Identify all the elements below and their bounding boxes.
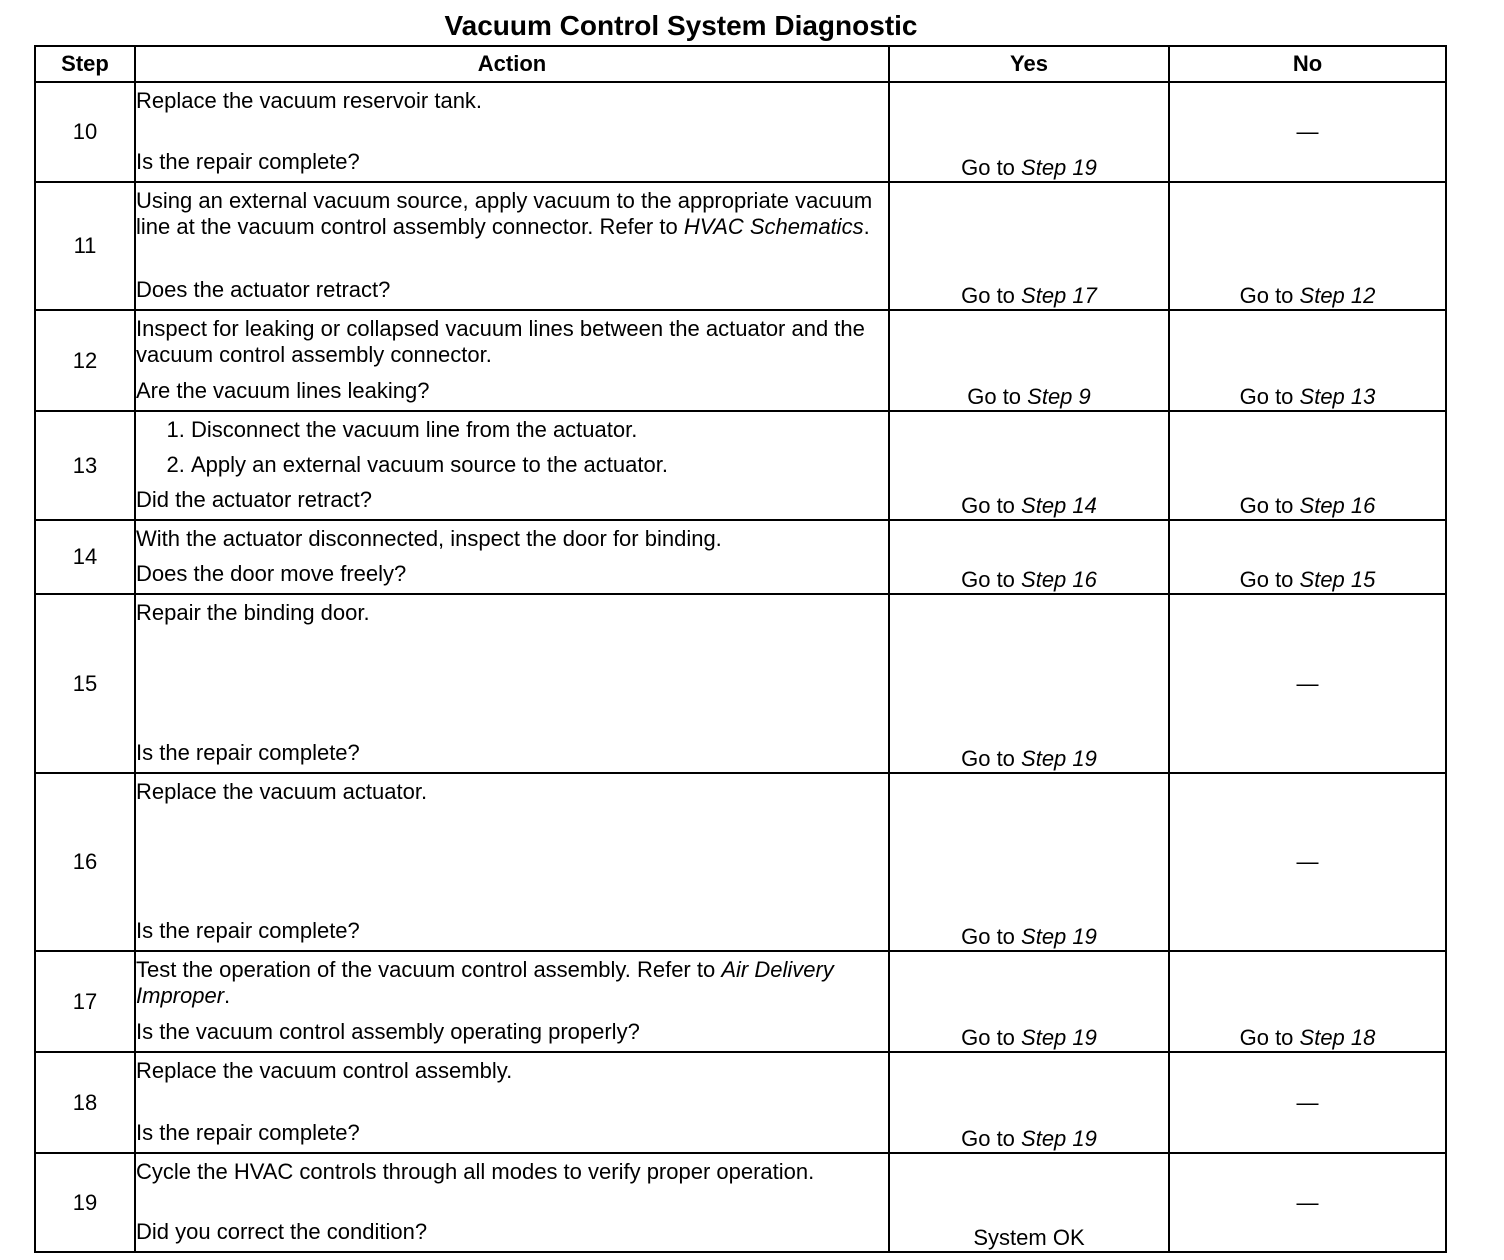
step-link: Step 17 xyxy=(1021,283,1097,308)
step-number: 14 xyxy=(35,520,135,594)
action-cell xyxy=(135,773,889,951)
question-text: Is the repair complete? xyxy=(136,1120,360,1145)
question-text: Does the actuator retract? xyxy=(136,277,391,302)
step-number: 13 xyxy=(35,411,135,520)
table-row xyxy=(35,1052,1446,1153)
no-result: — xyxy=(1169,773,1446,951)
step-number: 18 xyxy=(35,1052,135,1153)
question-text: Is the repair complete? xyxy=(136,149,360,174)
no-result: — xyxy=(1169,1153,1446,1252)
table-row xyxy=(35,1153,1446,1252)
step-link: Step 15 xyxy=(1299,567,1376,592)
reference-link: Air Delivery Improper xyxy=(136,957,834,1008)
no-result: Go to Step 15 xyxy=(1169,520,1446,594)
step-link: Step 16 xyxy=(1299,493,1376,518)
no-result: — xyxy=(1169,594,1446,773)
step-number: 19 xyxy=(35,1153,135,1252)
table-row xyxy=(35,773,1446,951)
table-row xyxy=(35,951,1446,1052)
action-cell xyxy=(135,594,889,773)
diagnostic-table xyxy=(34,45,1447,1253)
yes-result: Go to Step 19 xyxy=(889,773,1169,951)
action-text: Inspect for leaking or collapsed vacuum lines between the actuator and the vacuum control assembly connector. xyxy=(136,316,865,367)
no-result: — xyxy=(1169,1052,1446,1153)
table-row xyxy=(35,411,1446,520)
action-text: Replace the vacuum reservoir tank. xyxy=(136,88,483,113)
action-cell xyxy=(135,520,889,594)
step-link: Step 19 xyxy=(1021,155,1097,180)
reference-link: HVAC Schematics xyxy=(683,214,864,239)
list-item: 1. Disconnect the vacuum line from the actuator. xyxy=(191,412,888,447)
action-cell xyxy=(135,1153,889,1252)
step-link: Step 18 xyxy=(1299,1025,1376,1050)
yes-result: Go to Step 19 xyxy=(889,82,1169,182)
table-row xyxy=(35,82,1446,182)
yes-result: Go to Step 9 xyxy=(889,310,1169,411)
table-row xyxy=(35,520,1446,594)
action-text: Repair the binding door. xyxy=(136,600,370,625)
yes-result: Go to Step 19 xyxy=(889,951,1169,1052)
step-number: 16 xyxy=(35,773,135,951)
header-no: No xyxy=(1169,46,1446,82)
step-link: Step 13 xyxy=(1299,384,1376,409)
no-result: Go to Step 13 xyxy=(1169,310,1446,411)
step-link: Step 19 xyxy=(1021,746,1097,771)
step-number: 17 xyxy=(35,951,135,1052)
table-row xyxy=(35,310,1446,411)
yes-result: Go to Step 19 xyxy=(889,594,1169,773)
step-link: Step 19 xyxy=(1021,924,1097,949)
action-cell xyxy=(135,310,889,411)
yes-result: Go to Step 17 xyxy=(889,182,1169,310)
action-cell xyxy=(135,82,889,182)
question-text: Does the door move freely? xyxy=(136,561,407,586)
action-text: With the actuator disconnected, inspect the door for binding. xyxy=(136,526,722,551)
list-item: 2. Apply an external vacuum source to the actuator. xyxy=(191,447,888,482)
action-text: Replace the vacuum actuator. xyxy=(136,779,428,804)
header-step: Step xyxy=(35,46,135,82)
no-result: Go to Step 18 xyxy=(1169,951,1446,1052)
step-link: Step 19 xyxy=(1021,1126,1097,1151)
yes-result: Go to Step 19 xyxy=(889,1052,1169,1153)
action-cell xyxy=(135,1052,889,1153)
table-header-row xyxy=(35,46,1446,82)
step-link: Step 9 xyxy=(1027,384,1091,409)
question-text: Did the actuator retract? xyxy=(136,487,373,512)
action-cell xyxy=(135,182,889,310)
no-result: Go to Step 16 xyxy=(1169,411,1446,520)
question-text: Did you correct the condition? xyxy=(136,1219,428,1244)
no-result: — xyxy=(1169,82,1446,182)
table-row xyxy=(35,182,1446,310)
question-text: Is the repair complete? xyxy=(136,918,360,943)
no-result: Go to Step 12 xyxy=(1169,182,1446,310)
action-text: Replace the vacuum control assembly. xyxy=(136,1058,513,1083)
step-link: Step 12 xyxy=(1299,283,1376,308)
action-text: Test the operation of the vacuum control assembly. Refer to Air Delivery Improper. xyxy=(136,957,834,1008)
yes-result: Go to Step 14 xyxy=(889,411,1169,520)
question-text: Is the repair complete? xyxy=(136,740,360,765)
action-text: Cycle the HVAC controls through all modes to verify proper operation. xyxy=(136,1159,815,1184)
step-number: 12 xyxy=(35,310,135,411)
yes-result: System OK xyxy=(889,1153,1169,1252)
header-action: Action xyxy=(135,46,889,82)
step-number: 10 xyxy=(35,82,135,182)
table-row xyxy=(35,594,1446,773)
header-yes: Yes xyxy=(889,46,1169,82)
step-link: Step 14 xyxy=(1021,493,1097,518)
step-number: 15 xyxy=(35,594,135,773)
step-link: Step 19 xyxy=(1021,1025,1097,1050)
question-text: Are the vacuum lines leaking? xyxy=(136,378,430,403)
action-cell xyxy=(135,951,889,1052)
step-number: 11 xyxy=(35,182,135,310)
step-link: Step 16 xyxy=(1021,567,1097,592)
action-cell xyxy=(135,411,889,520)
question-text: Is the vacuum control assembly operating properly? xyxy=(136,1019,640,1044)
action-list xyxy=(136,412,888,482)
yes-result: Go to Step 16 xyxy=(889,520,1169,594)
page-title: Vacuum Control System Diagnostic xyxy=(444,10,918,41)
action-text: Using an external vacuum source, apply vacuum to the appropriate vacuum line at the vacuum control assembly connector. Refer to HVAC Schematics. xyxy=(136,188,873,239)
